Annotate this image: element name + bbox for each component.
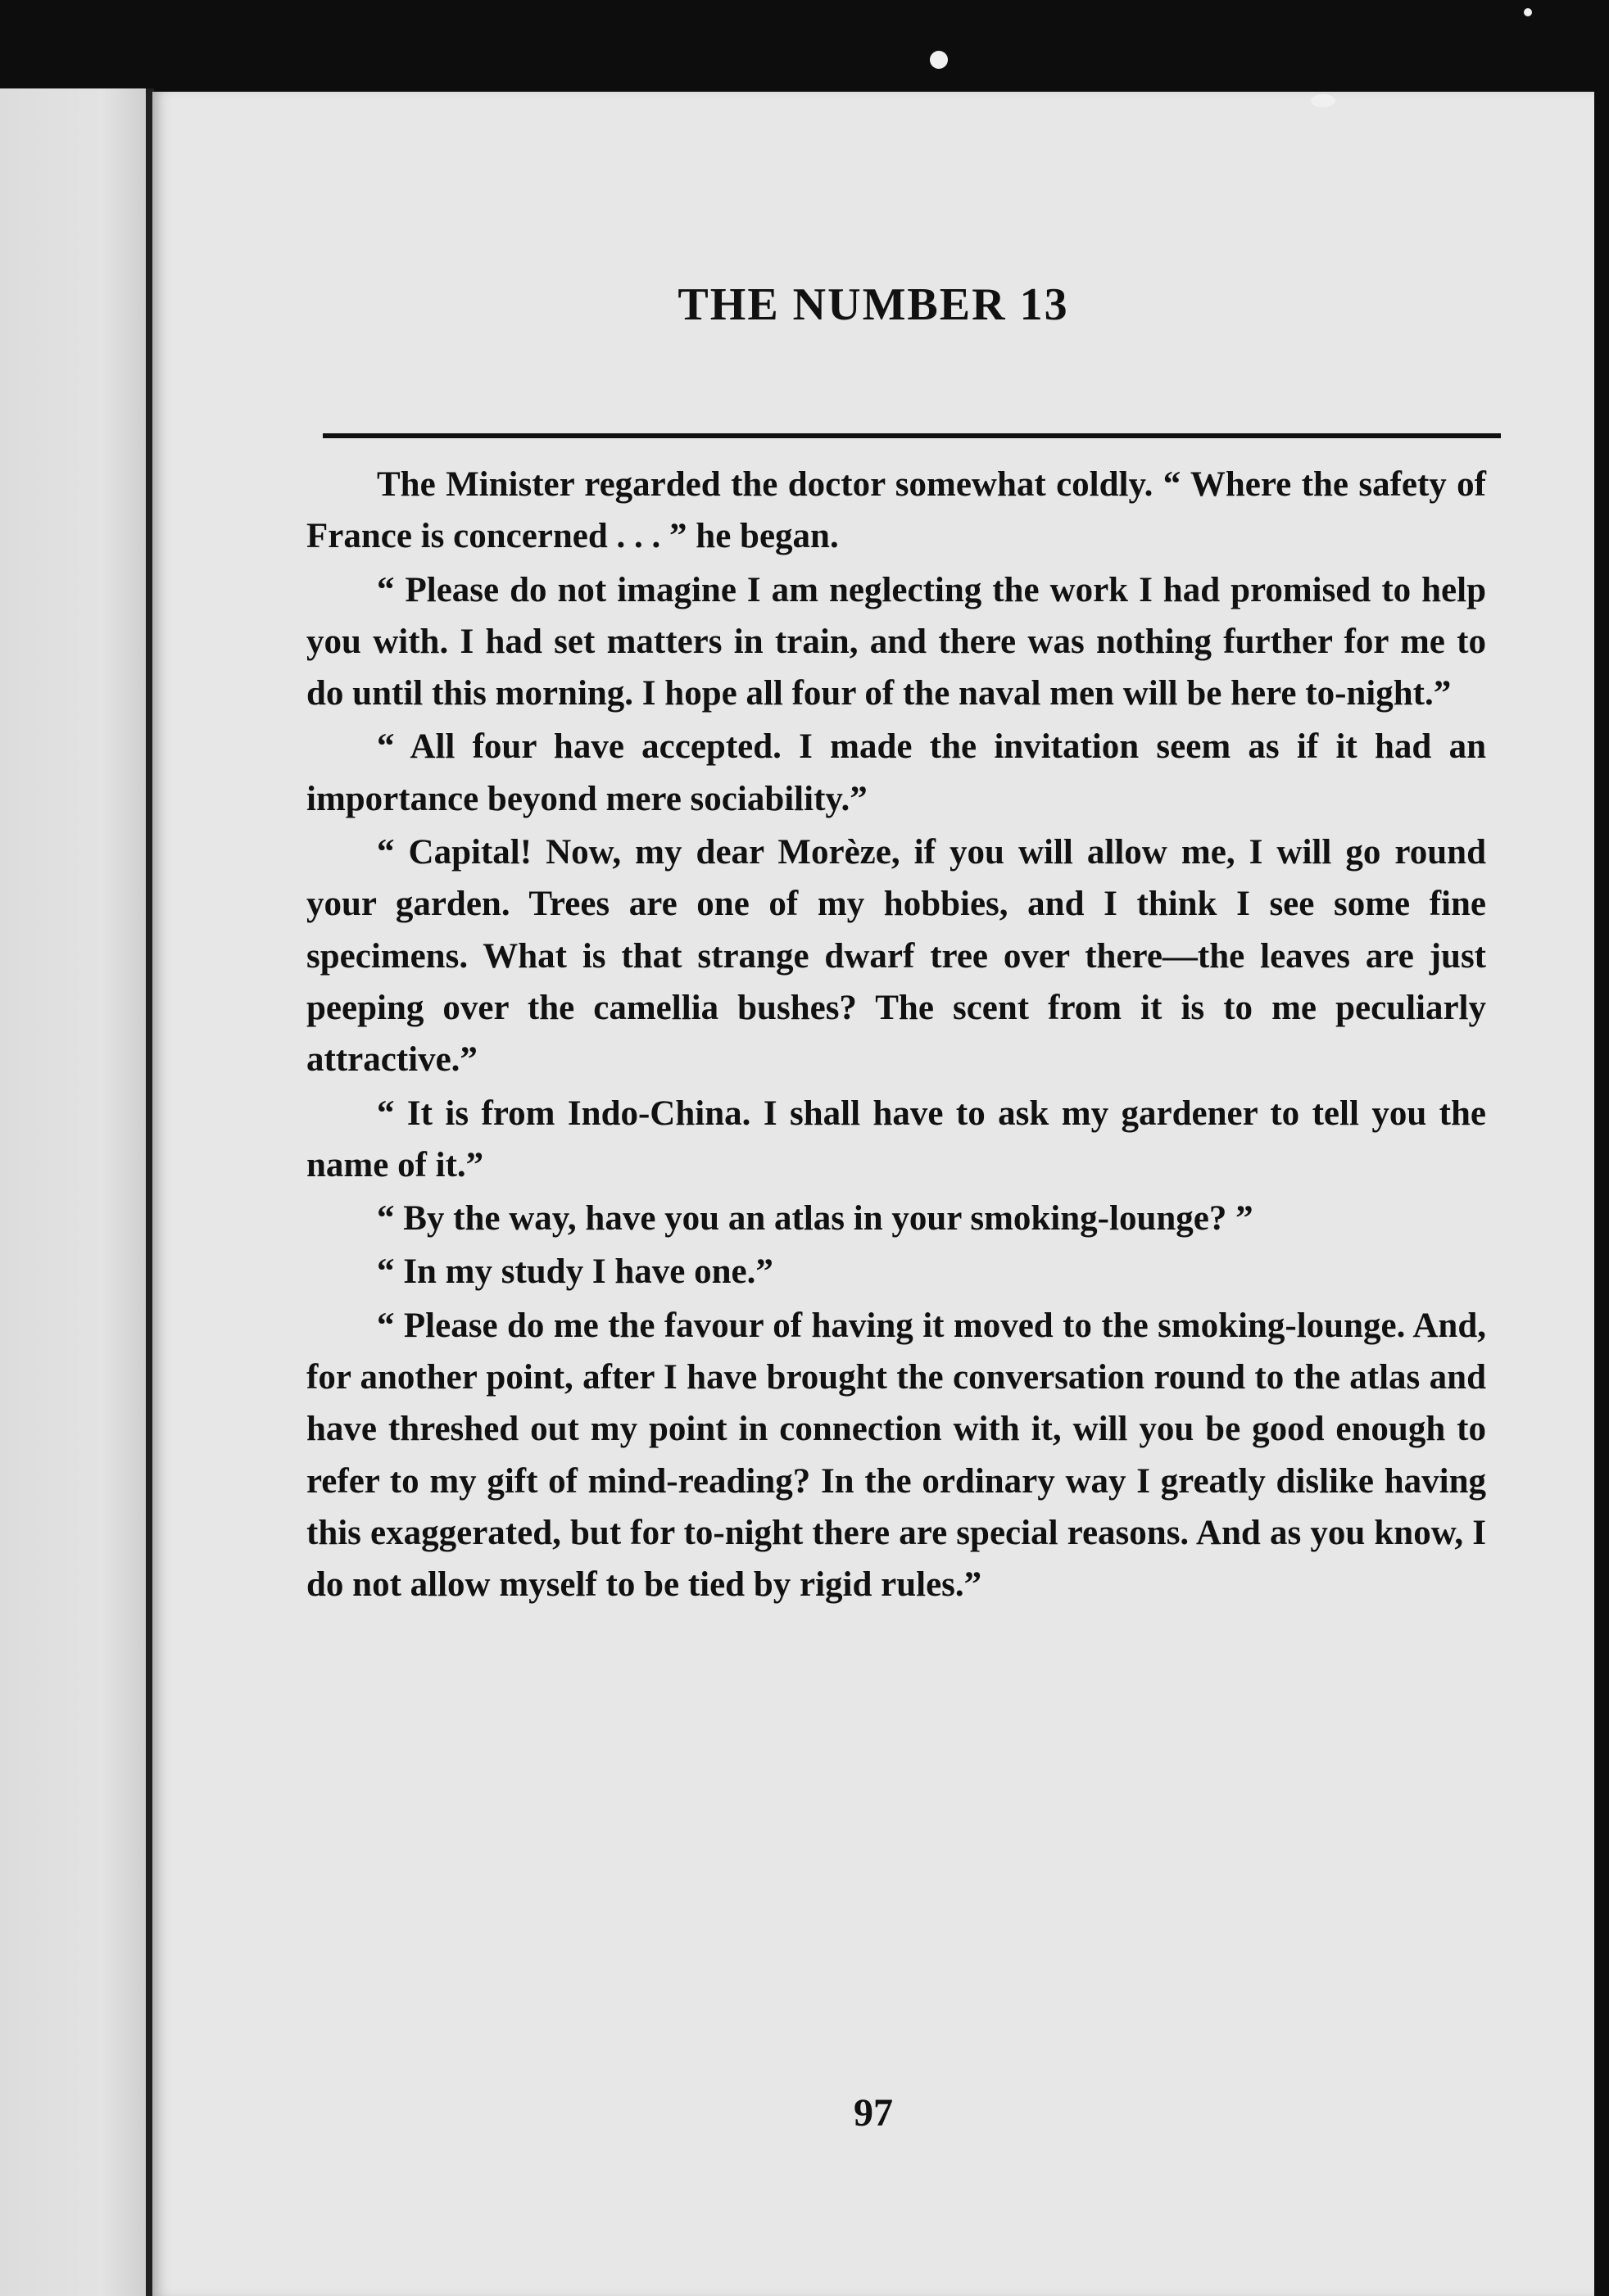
header-rule [323, 433, 1501, 438]
paragraph: “ It is from Indo-China. I shall have to ask my gardener to tell you the name of it.” [306, 1094, 1486, 1184]
page-number: 97 [854, 2091, 893, 2135]
paragraph: “ Please do not imagine I am neglecting the work I had promised to help you with. I had set matters in train, and there was nothing further for me to do until this morning. I hope all four of the naval men will be here to-night.” [306, 570, 1486, 713]
previous-page-edge [0, 88, 146, 2296]
scan-speck [1311, 94, 1335, 107]
paragraph: “ All four have accepted. I made the invitation seem as if it had an importance beyond mere sociability.” [306, 727, 1486, 818]
paragraph: “ In my study I have one.” [377, 1252, 773, 1292]
paragraph: The Minister regarded the doctor somewhat coldly. “ Where the safety of France is concerned . . . ” he began. [306, 465, 1486, 556]
paragraph: “ By the way, have you an atlas in your smoking-lounge? ” [377, 1199, 1253, 1239]
paragraph: “ Capital! Now, my dear Morèze, if you will allow me, I will go round your garden. Trees are one of my hobbies, and I think I see some fine specimens. What is that strange dwarf tree over there—the leaves are just peeping over the camellia bushes? The scent from it is to me peculiarly attractive.” [306, 833, 1486, 1080]
scan-speck [930, 51, 948, 69]
body-text [306, 459, 1486, 1613]
book-page [152, 92, 1594, 2296]
running-head: THE NUMBER 13 [678, 279, 1069, 330]
paragraph: “ Please do me the favour of having it moved to the smoking-lounge. And, for another point, after I have brought the conversation round to the atlas and have threshed out my point in connection with it, will you be good enough to refer to my gift of mind-reading? In the ordinary way I greatly dislike having this exaggerated, but for to-night there are special reasons. And as you know, I do not allow myself to be tied by rigid rules.” [306, 1306, 1486, 1605]
scan-speck [1524, 8, 1532, 16]
